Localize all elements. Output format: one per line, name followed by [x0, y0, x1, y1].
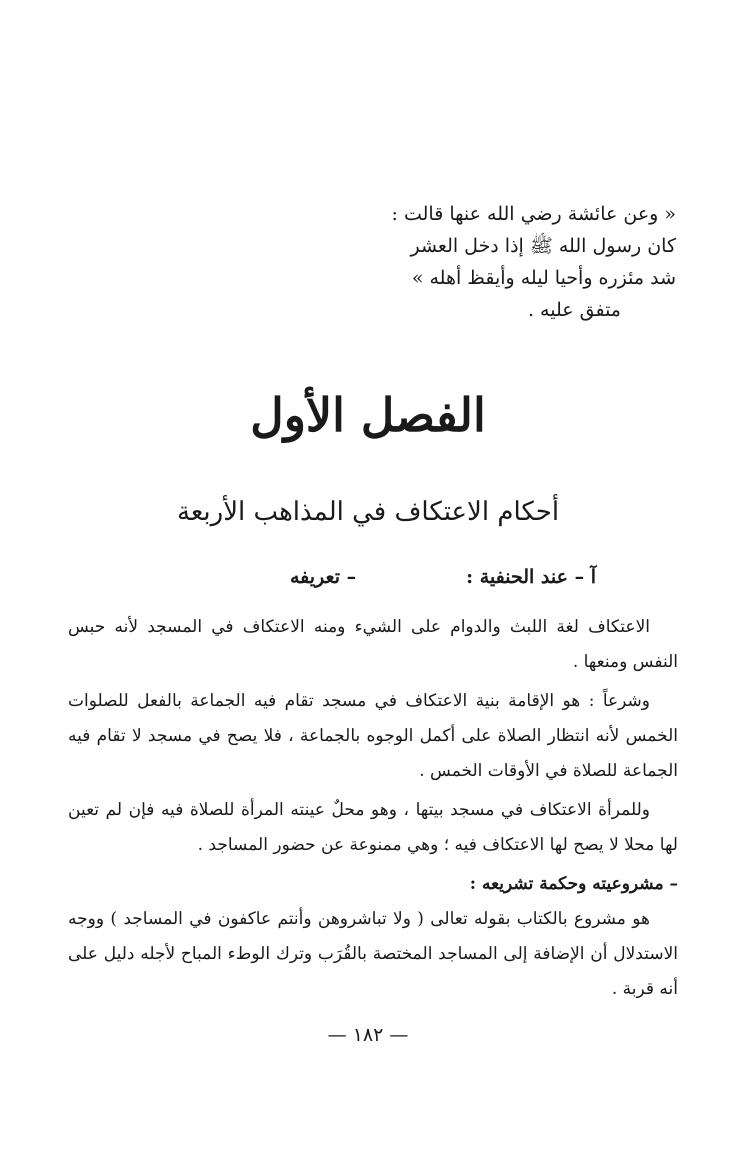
hadith-line-1: « وعن عائشة رضي الله عنها قالت :: [391, 203, 676, 225]
hadith-source: متفق عليه .: [527, 299, 621, 321]
paragraph-definition-language: الاعتكاف لغة اللبث والدوام على الشيء ومنه الاعتكاف في المسجد لأنه حبس النفس ومنعها .: [68, 617, 678, 672]
body-text: [68, 610, 678, 1011]
section-title: أحكام الاعتكاف في المذاهب الأربعة: [176, 497, 560, 527]
hadith-quote: [296, 198, 676, 326]
hadith-line-2: كان رسول الله ﷺ إذا دخل العشر: [410, 235, 676, 257]
sub-heading: [290, 562, 596, 592]
sub-heading-topic: – تعريفه: [289, 566, 357, 588]
paragraph-definition-sharia: وشرعاً : هو الإقامة بنية الاعتكاف في مسجد تقام فيه الجماعة بالفعل للصلوات الخمس لأنه انتظار الصلاة على أكمل الوجوه بالجماعة ، فلا يصح في مسجد لا تقام فيه الجماعة للصلاة في الأوقات الخمس .: [68, 691, 678, 781]
paragraph-women: وللمرأة الاعتكاف في مسجد بيتها ، وهو محلٌ عينته المرأة للصلاة فيه فإن لم تعين لها محلا لا يصح لها الاعتكاف فيه ؛ وهي ممنوعة عن حضور المساجد .: [68, 800, 678, 855]
paragraph-legitimacy: هو مشروع بالكتاب بقوله تعالى ( ولا تباشروهن وأنتم عاكفون في المساجد ) ووجه الاستدلال أن الإضافة إلى المساجد المختصة بالقُرَب وترك الوطء المباح لأجله دليل على أنه قربة .: [68, 909, 678, 999]
chapter-title: الفصل الأول: [250, 388, 486, 442]
paragraph-heading-legitimacy: – مشروعيته وحكمة تشريعه :: [469, 874, 678, 894]
hadith-line-3: شد مئزره وأحيا ليله وأيقظ أهله »: [411, 267, 676, 289]
sub-heading-label: آ – عند الحنفية :: [466, 566, 596, 588]
page-number: — ١٨٢ —: [327, 1024, 409, 1046]
